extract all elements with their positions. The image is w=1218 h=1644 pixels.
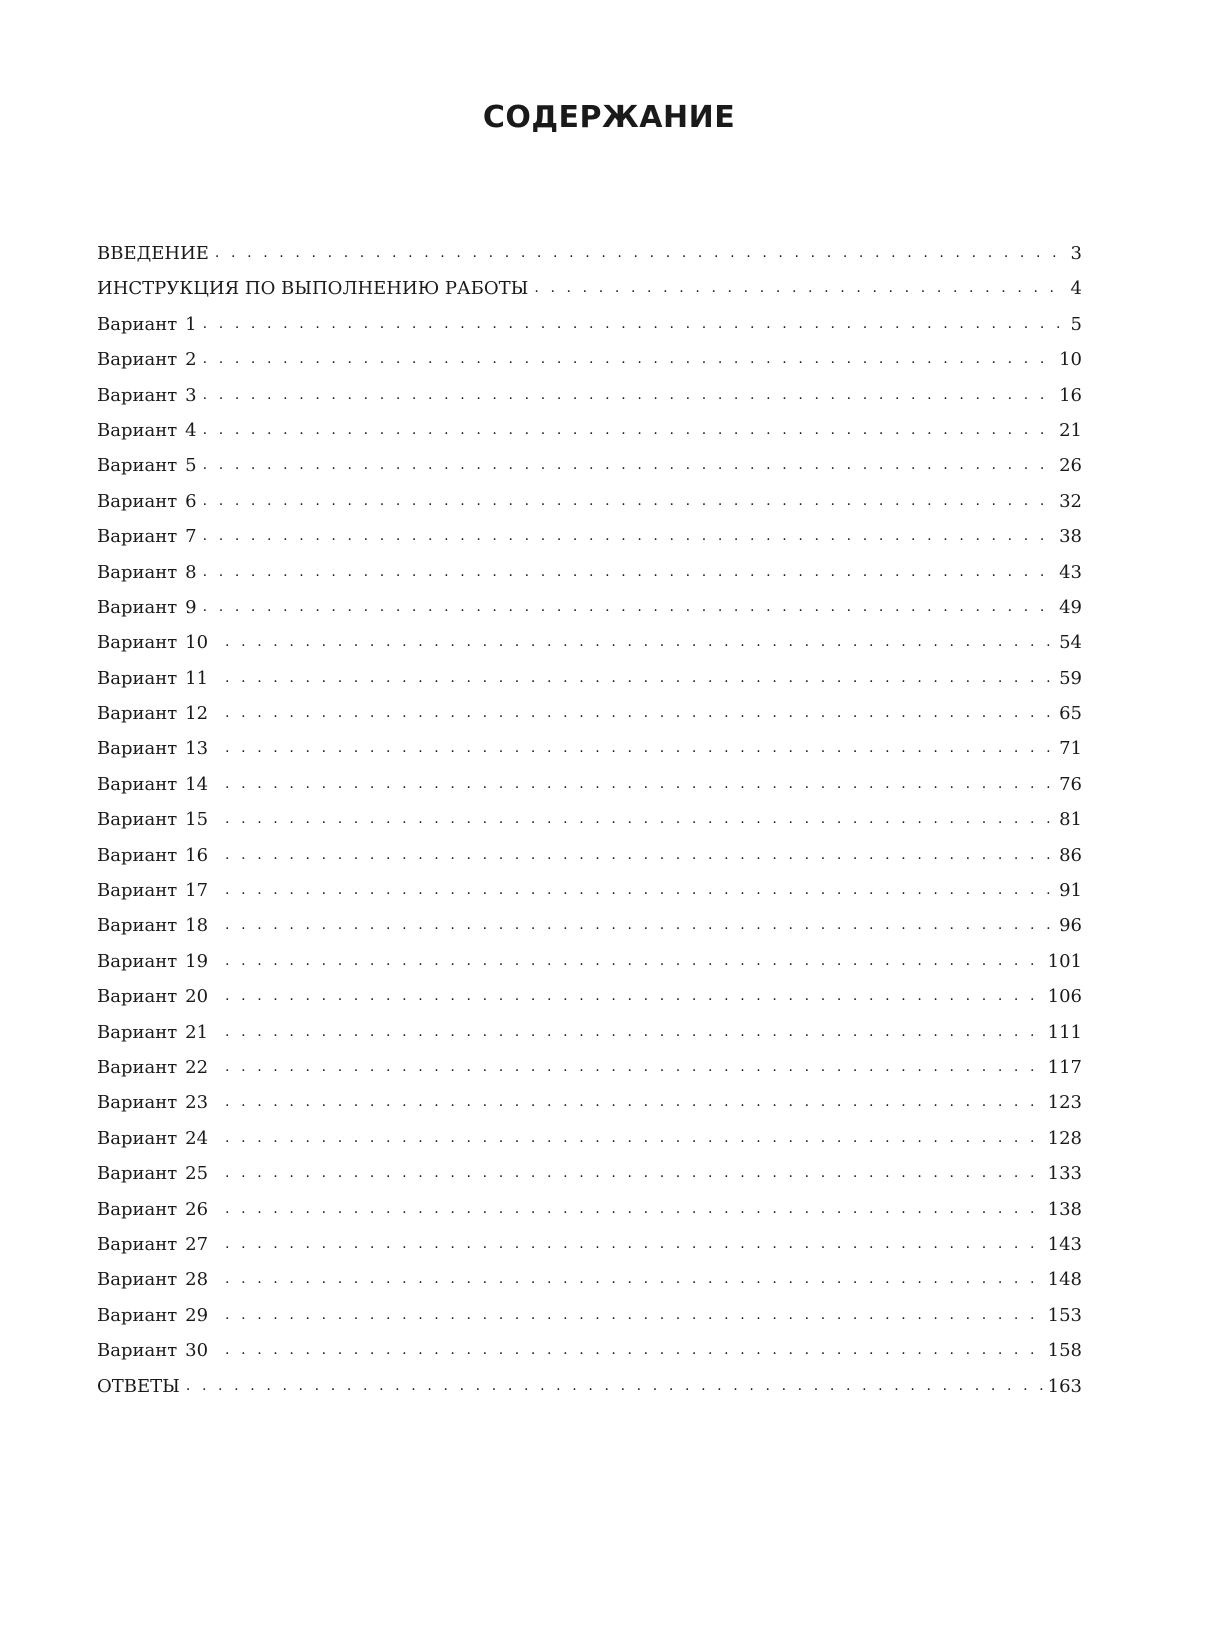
toc-entry[interactable] <box>97 555 1082 590</box>
toc-entry-title: Вариант <box>97 1340 178 1362</box>
toc-entry-title: Вариант <box>97 950 178 972</box>
toc-entry[interactable] <box>97 661 1082 696</box>
dot-leader <box>225 1333 1044 1368</box>
toc-entry-title: Вариант <box>97 1056 178 1078</box>
dot-leader <box>225 1085 1044 1120</box>
dot-leader <box>203 378 1055 413</box>
toc-entry-label <box>97 802 225 837</box>
dot-leader <box>203 519 1055 554</box>
toc-entry-title: Вариант <box>97 809 178 831</box>
toc-entry-title: Вариант <box>97 1092 178 1114</box>
toc-entry-number: 10 <box>185 632 209 654</box>
toc-entry-title: Вариант <box>97 703 178 725</box>
dot-leader <box>225 873 1055 908</box>
toc-entry-page-number: 43 <box>1059 561 1082 583</box>
toc-entry[interactable] <box>97 731 1082 766</box>
toc-entry-label <box>97 519 203 554</box>
toc-entry[interactable] <box>97 625 1082 660</box>
toc-entry-label <box>97 908 225 943</box>
toc-entry-page-number: 96 <box>1059 915 1082 937</box>
toc-entry-title: Вариант <box>97 986 178 1008</box>
toc-entry-page-number: 128 <box>1047 1127 1082 1149</box>
toc-entry-page-number: 3 <box>1070 243 1082 264</box>
toc-entry[interactable] <box>97 1227 1082 1262</box>
toc-entry[interactable] <box>97 1369 1082 1404</box>
toc-entry-title: Вариант <box>97 1198 178 1220</box>
toc-entry-label <box>97 873 225 908</box>
toc-entry-label <box>97 236 215 271</box>
dot-leader <box>225 731 1055 766</box>
toc-entry[interactable] <box>97 448 1082 483</box>
toc-entry-page-number: 148 <box>1047 1269 1082 1291</box>
dot-leader <box>203 307 1067 342</box>
toc-entry-title: Вариант <box>97 1304 178 1326</box>
toc-entry[interactable] <box>97 979 1082 1014</box>
page-title: СОДЕРЖАНИЕ <box>482 100 736 135</box>
toc-entry-title: Вариант <box>97 880 178 902</box>
dot-leader <box>225 696 1055 731</box>
dot-leader <box>203 413 1055 448</box>
dot-leader <box>225 1121 1044 1156</box>
toc-entry-number: 27 <box>185 1233 209 1255</box>
dot-leader <box>225 1015 1044 1050</box>
toc-entry-title: Вариант <box>97 596 178 618</box>
toc-entry-label <box>97 590 203 625</box>
toc-entry-title: ОТВЕТЫ <box>97 1375 180 1397</box>
toc-entry[interactable] <box>97 271 1082 306</box>
toc-entry-page-number: 38 <box>1059 526 1082 548</box>
toc-entry-title: Вариант <box>97 455 178 477</box>
toc-entry[interactable] <box>97 838 1082 873</box>
toc-entry-title: Вариант <box>97 1163 178 1185</box>
dot-leader <box>203 448 1055 483</box>
toc-entry-label <box>97 731 225 766</box>
toc-entry-label <box>97 1298 225 1333</box>
dot-leader <box>225 802 1055 837</box>
toc-entry-page-number: 32 <box>1059 490 1082 512</box>
toc-entry-page-number: 138 <box>1047 1198 1082 1220</box>
toc-entry-number: 22 <box>185 1056 209 1078</box>
toc-entry-title: Вариант <box>97 561 178 583</box>
toc-entry[interactable] <box>97 590 1082 625</box>
toc-entry[interactable] <box>97 696 1082 731</box>
toc-entry-label <box>97 1192 225 1227</box>
toc-entry-page-number: 117 <box>1047 1056 1082 1078</box>
toc-entry-label <box>97 1369 186 1404</box>
toc-entry-label <box>97 271 534 306</box>
toc-entry[interactable] <box>97 307 1082 342</box>
toc-entry-number: 3 <box>185 384 197 406</box>
toc-entry[interactable] <box>97 342 1082 377</box>
toc-entry-label <box>97 979 225 1014</box>
toc-entry-number: 2 <box>185 349 197 371</box>
toc-entry-title: Вариант <box>97 773 178 795</box>
toc-entry-number: 16 <box>185 844 209 866</box>
dot-leader <box>225 661 1055 696</box>
dot-leader <box>203 484 1055 519</box>
toc-entry-number: 11 <box>185 667 209 689</box>
toc-entry-page-number: 59 <box>1059 667 1082 689</box>
toc-entry-label <box>97 555 203 590</box>
toc-entry-page-number: 16 <box>1059 384 1082 406</box>
toc-entry[interactable] <box>97 413 1082 448</box>
toc-entry[interactable] <box>97 908 1082 943</box>
toc-entry-label <box>97 661 225 696</box>
dot-leader <box>203 342 1055 377</box>
toc-entry-page-number: 86 <box>1059 844 1082 866</box>
toc-entry-title: Вариант <box>97 632 178 654</box>
dot-leader <box>225 1227 1044 1262</box>
toc-entry-label <box>97 413 203 448</box>
toc-entry[interactable] <box>97 484 1082 519</box>
dot-leader <box>225 625 1055 660</box>
toc-entry-page-number: 81 <box>1059 809 1082 831</box>
toc-entry-page-number: 133 <box>1047 1163 1082 1185</box>
toc-entry-number: 1 <box>185 313 197 335</box>
toc-entry-label <box>97 342 203 377</box>
toc-entry-number: 12 <box>185 703 209 725</box>
toc-entry-title: Вариант <box>97 349 178 371</box>
toc-entry-title: Вариант <box>97 384 178 406</box>
toc-entry-page-number: 76 <box>1059 773 1082 795</box>
toc-entry-title: Вариант <box>97 738 178 760</box>
toc-entry[interactable] <box>97 1121 1082 1156</box>
toc-entry[interactable] <box>97 944 1082 979</box>
toc-entry-page-number: 54 <box>1059 632 1082 654</box>
toc-entry-page-number: 71 <box>1059 738 1082 760</box>
toc-entry[interactable] <box>97 1192 1082 1227</box>
toc-entry[interactable] <box>97 1015 1082 1050</box>
toc-entry-number: 7 <box>185 526 197 548</box>
toc-entry-label <box>97 448 203 483</box>
toc-entry-number: 15 <box>185 809 209 831</box>
toc-entry[interactable] <box>97 767 1082 802</box>
toc-entry-label <box>97 1121 225 1156</box>
dot-leader <box>203 555 1055 590</box>
toc-entry-number: 8 <box>185 561 197 583</box>
toc-entry-page-number: 163 <box>1047 1375 1082 1397</box>
toc-entry-page-number: 153 <box>1047 1304 1082 1326</box>
toc-entry-title: Вариант <box>97 419 178 441</box>
toc-entry-number: 5 <box>185 455 197 477</box>
dot-leader <box>534 271 1066 306</box>
toc-entry-page-number: 143 <box>1047 1233 1082 1255</box>
toc-entry-number: 24 <box>185 1127 209 1149</box>
toc-entry-page-number: 106 <box>1047 986 1082 1008</box>
toc-entry-title: Вариант <box>97 844 178 866</box>
toc-entry-label <box>97 484 203 519</box>
toc-entry[interactable] <box>97 519 1082 554</box>
toc-entry-page-number: 10 <box>1059 349 1082 371</box>
toc-entry-label <box>97 1262 225 1297</box>
toc-entry-title: Вариант <box>97 526 178 548</box>
toc-entry-label <box>97 1227 225 1262</box>
toc-entry[interactable] <box>97 873 1082 908</box>
toc-entry-label <box>97 625 225 660</box>
toc-entry[interactable] <box>97 236 1082 271</box>
toc-entry-number: 28 <box>185 1269 209 1291</box>
dot-leader <box>215 236 1067 271</box>
toc-entry[interactable] <box>97 1333 1082 1368</box>
toc-entry-number: 18 <box>185 915 209 937</box>
toc-entry-number: 25 <box>185 1163 209 1185</box>
toc-entry-number: 20 <box>185 986 209 1008</box>
toc-entry[interactable] <box>97 378 1082 413</box>
toc-entry-page-number: 91 <box>1059 880 1082 902</box>
toc-entry-page-number: 49 <box>1059 596 1082 618</box>
dot-leader <box>225 908 1055 943</box>
dot-leader <box>186 1369 1044 1404</box>
toc-entry-page-number: 5 <box>1070 313 1082 335</box>
toc-entry-page-number: 26 <box>1059 455 1082 477</box>
toc-entry-title: Вариант <box>97 1269 178 1291</box>
toc-entry-title: ИНСТРУКЦИЯ ПО ВЫПОЛНЕНИЮ РАБОТЫ <box>97 278 529 300</box>
toc-entry-title: Вариант <box>97 490 178 512</box>
toc-entry-label <box>97 944 225 979</box>
toc-entry-number: 21 <box>185 1021 209 1043</box>
dot-leader <box>225 1192 1044 1227</box>
toc-entry-label <box>97 838 225 873</box>
toc-entry[interactable] <box>97 1156 1082 1191</box>
table-of-contents <box>97 236 1082 1404</box>
toc-entry-page-number: 101 <box>1047 950 1082 972</box>
toc-entry-title: Вариант <box>97 1233 178 1255</box>
toc-entry[interactable] <box>97 1298 1082 1333</box>
toc-entry-number: 6 <box>185 490 197 512</box>
toc-entry-page-number: 65 <box>1059 703 1082 725</box>
toc-entry-page-number: 4 <box>1070 278 1082 300</box>
toc-entry-page-number: 123 <box>1047 1092 1082 1114</box>
toc-entry-title: Вариант <box>97 1021 178 1043</box>
toc-entry-number: 9 <box>185 596 197 618</box>
toc-entry-number: 14 <box>185 773 209 795</box>
toc-entry-title: Вариант <box>97 313 178 335</box>
toc-entry-page-number: 111 <box>1047 1021 1082 1043</box>
toc-entry-label <box>97 696 225 731</box>
toc-entry-number: 23 <box>185 1092 209 1114</box>
toc-entry-label <box>97 378 203 413</box>
toc-entry-page-number: 158 <box>1047 1340 1082 1362</box>
dot-leader <box>225 1156 1044 1191</box>
toc-entry-title: Вариант <box>97 915 178 937</box>
toc-entry-number: 17 <box>185 880 209 902</box>
toc-entry-page-number: 21 <box>1059 419 1082 441</box>
toc-entry-label <box>97 1015 225 1050</box>
toc-entry-number: 29 <box>185 1304 209 1326</box>
toc-entry-title: ВВЕДЕНИЕ <box>97 243 209 264</box>
toc-entry-label <box>97 1333 225 1368</box>
toc-entry-label <box>97 1085 225 1120</box>
toc-entry-title: Вариант <box>97 1127 178 1149</box>
toc-entry-number: 19 <box>185 950 209 972</box>
toc-entry-label <box>97 307 203 342</box>
dot-leader <box>225 1262 1044 1297</box>
toc-entry-number: 13 <box>185 738 209 760</box>
toc-entry[interactable] <box>97 1262 1082 1297</box>
dot-leader <box>225 1298 1044 1333</box>
toc-entry-number: 4 <box>185 419 197 441</box>
toc-entry-number: 30 <box>185 1340 209 1362</box>
toc-entry[interactable] <box>97 802 1082 837</box>
toc-entry[interactable] <box>97 1085 1082 1120</box>
dot-leader <box>225 1050 1044 1085</box>
dot-leader <box>225 944 1044 979</box>
toc-entry-number: 26 <box>185 1198 209 1220</box>
dot-leader <box>225 767 1055 802</box>
dot-leader <box>225 979 1044 1014</box>
toc-entry-label <box>97 1156 225 1191</box>
dot-leader <box>225 838 1055 873</box>
toc-entry-label <box>97 1050 225 1085</box>
toc-entry-label <box>97 767 225 802</box>
dot-leader <box>203 590 1055 625</box>
toc-entry[interactable] <box>97 1050 1082 1085</box>
toc-entry-title: Вариант <box>97 667 178 689</box>
